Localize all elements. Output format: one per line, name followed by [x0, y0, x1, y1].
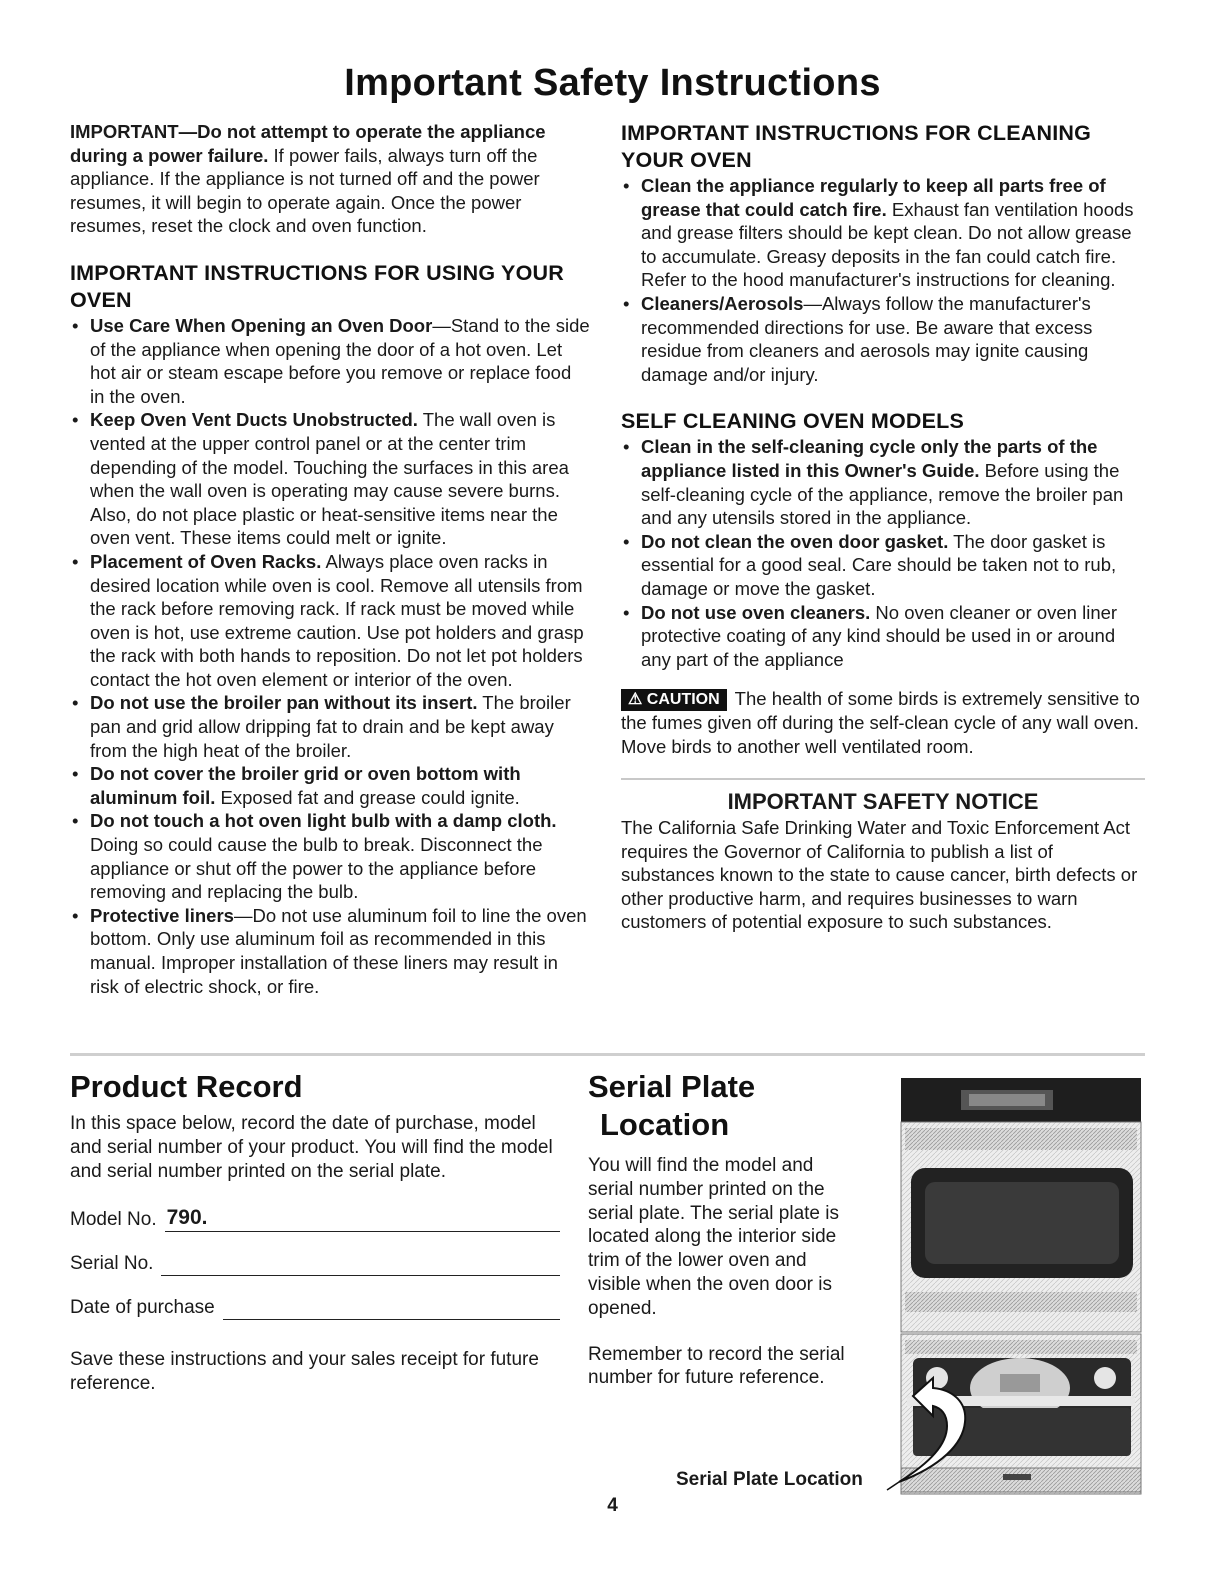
item-text: —Always follow the manufacturer's recommended directions for use. Be aware that excess residue from cleaners and aerosols may ignite causing damage and/or injury.: [641, 292, 1093, 385]
item-bold: Cleaners/Aerosols: [641, 292, 804, 314]
power-failure-bold: IMPORTANT—Do not attempt to operate the appliance during a power failure.: [70, 121, 546, 166]
serial-label: Serial No.: [70, 1253, 154, 1274]
list-item: [621, 601, 1145, 672]
list-item: [70, 809, 590, 903]
list-item: [621, 435, 1145, 529]
item-bold: Keep Oven Vent Ducts Unobstructed.: [90, 409, 418, 431]
notice-heading: IMPORTANT SAFETY NOTICE: [727, 789, 1039, 815]
self-cleaning-list: [621, 435, 1145, 671]
item-bold: Use Care When Opening an Oven Door: [90, 314, 433, 336]
serial-plate-section: [588, 1068, 858, 1390]
serial-field[interactable]: [161, 1251, 560, 1276]
cleaning-list: [621, 174, 1145, 386]
caution-paragraph: [621, 687, 1145, 758]
caution-text: The health of some birds is extremely sensitive to the fumes given off during the self-clean cycle of any wall oven. Move birds to another well ventilated room.: [621, 688, 1140, 757]
item-text: Always place oven racks in desired location while oven is cool. Remove all utensils from the rack before removing rack. If rack must be moved while oven is hot, use extreme caution. Use pot holders and grasp the rack with both hands to reposition. Do not let pot holders contact the hot oven element or interior of the oven.: [90, 550, 584, 690]
date-label: Date of purchase: [70, 1297, 215, 1318]
item-text: No oven cleaner or oven liner protective coating of any kind should be used in or around any part of the appliance: [641, 601, 1118, 670]
cleaning-heading: IMPORTANT INSTRUCTIONS FOR CLEANING YOUR OVEN: [621, 121, 1092, 172]
list-item: [70, 904, 590, 998]
left-column: [70, 120, 590, 998]
list-item: [70, 314, 590, 408]
list-item: [70, 691, 590, 762]
figure-caption: Serial Plate Location: [676, 1469, 863, 1490]
serial-title-line2: Location: [600, 1107, 730, 1142]
item-bold: Clean in the self-cleaning cycle only the parts of the appliance listed in this Owner's Guide.: [641, 436, 1098, 481]
item-bold: Do not touch a hot oven light bulb with a damp cloth.: [90, 810, 557, 832]
power-failure-paragraph: [70, 120, 590, 238]
item-text: Exposed fat and grease could ignite.: [215, 786, 520, 808]
product-record-footer: Save these instructions and your sales receipt for future reference.: [70, 1349, 539, 1394]
item-bold: Do not use oven cleaners.: [641, 601, 871, 623]
list-item: [621, 174, 1145, 292]
serial-plate-title: [588, 1068, 858, 1144]
product-record-section: [70, 1068, 560, 1396]
notice-divider: [621, 778, 1145, 780]
item-bold: Do not clean the oven door gasket.: [641, 530, 949, 552]
oven-illustration: [885, 1078, 1147, 1498]
item-text: Before using the self-cleaning cycle of the appliance, remove the broiler pan and any utensils stored in the appliance.: [641, 459, 1124, 529]
item-text: —Do not use aluminum foil to line the oven bottom. Only use aluminum foil as recommended in this manual. Improper installation of these liners may result in risk of electric shock, or fire.: [90, 904, 587, 997]
caution-badge: ⚠ CAUTION: [621, 689, 727, 711]
item-text: The wall oven is vented at the upper control panel or at the center trim depending of the model. Touching the surfaces in this area when the wall oven is operating may cause severe burns. Also, do not place plastic or heat-sensitive items near the oven vent. These items could melt or ignite.: [90, 409, 569, 549]
serial-row: [70, 1248, 560, 1276]
item-text: The door gasket is essential for a good seal. Care should be taken not to rub, damage or move the gasket.: [641, 530, 1117, 599]
item-bold: Protective liners: [90, 904, 234, 926]
date-row: [70, 1292, 560, 1320]
item-bold: Do not use the broiler pan without its insert.: [90, 692, 478, 714]
using-list: [70, 314, 590, 998]
self-cleaning-heading: SELF CLEANING OVEN MODELS: [621, 409, 965, 434]
section-divider: [70, 1053, 1145, 1056]
serial-plate-text: You will find the model and serial number printed on the serial plate. The serial plate is located along the interior side trim of the lower oven and visible when the oven door is opened.: [588, 1155, 839, 1319]
page-title: Important Safety Instructions: [344, 62, 881, 104]
item-text: —Stand to the side of the appliance when opening the door of a hot oven. Let hot air or steam escape before you remove or replace food in the oven.: [90, 314, 590, 407]
product-record-title: Product Record: [70, 1069, 303, 1104]
list-item: [70, 408, 590, 550]
list-item: [70, 762, 590, 809]
list-item: [621, 292, 1145, 386]
item-bold: Do not cover the broiler grid or oven bottom with aluminum foil.: [90, 763, 521, 808]
using-heading: IMPORTANT INSTRUCTIONS FOR USING YOUR OVEN: [70, 260, 564, 312]
list-item: [70, 550, 590, 692]
serial-title-line1: Serial Plate: [588, 1069, 756, 1104]
right-column: [621, 120, 1145, 934]
power-failure-text: If power fails, always turn off the appliance. If the appliance is not turned off and the power resumes, it will begin to operate again. Once the power resumes, reset the clock and oven function.: [70, 144, 540, 237]
product-record-intro: In this space below, record the date of purchase, model and serial number of your product. You will find the model and serial number printed on the serial plate.: [70, 1113, 553, 1182]
item-bold: Clean the appliance regularly to keep all parts free of grease that could catch fire.: [641, 175, 1106, 220]
item-text: The broiler pan and grid allow dripping fat to drain and be kept away from the high heat of the broiler.: [90, 692, 571, 761]
item-bold: Placement of Oven Racks.: [90, 550, 322, 572]
list-item: [621, 530, 1145, 601]
item-text: Exhaust fan ventilation hoods and grease filters should be kept clean. Do not allow grease to accumulate. Greasy deposits in the fan could catch fire. Refer to the hood manufacturer's instructions for cleaning.: [641, 198, 1134, 291]
serial-plate-reminder: Remember to record the serial number for future reference.: [588, 1343, 845, 1389]
model-field[interactable]: 790.: [165, 1207, 560, 1232]
model-row: [70, 1204, 560, 1232]
notice-text: The California Safe Drinking Water and Toxic Enforcement Act requires the Governor of California to publish a list of substances known to the state to cause cancer, birth defects or other productive harm, and requires businesses to warn customers of potential exposure to such substances.: [621, 817, 1138, 933]
date-field[interactable]: [223, 1295, 560, 1320]
item-text: Doing so could cause the bulb to break. Disconnect the appliance or shut off the power to the appliance before removing and replacing the bulb.: [90, 834, 543, 903]
page-number: 4: [607, 1495, 618, 1516]
model-label: Model No.: [70, 1209, 157, 1230]
